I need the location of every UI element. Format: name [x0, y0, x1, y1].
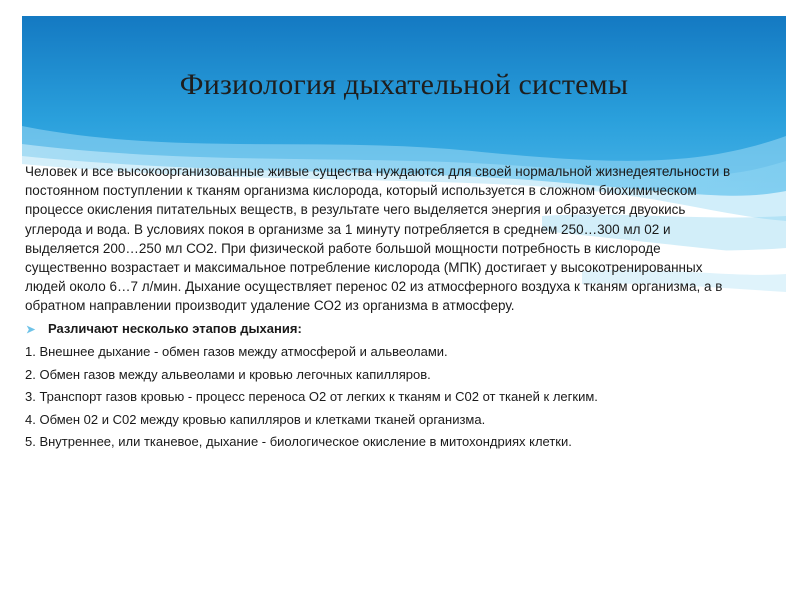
intro-paragraph [25, 162, 777, 316]
stage-item: 1. Внешнее дыхание - обмен газов между атмосферой и альвеолами. [25, 344, 448, 359]
stage-item: 2. Обмен газов между альвеолами и кровью легочных капилляров. [25, 366, 431, 382]
intro-line: углерода и вода. В условиях покоя в организме за 1 минуту потребляется в среднем 250…300 мл 02 и [25, 221, 671, 237]
stages-list [25, 343, 598, 456]
stage-item: 5. Внутреннее, или тканевое, дыхание - биологическое окисление в митохондриях клетки. [25, 434, 572, 449]
stages-heading [28, 321, 302, 336]
slide-title: Физиология дыхательной системы [179, 68, 629, 101]
intro-line: постоянном поступлении к тканям организма кислорода, который используется в сложном биохимическом [25, 183, 697, 199]
stage-item: 3. Транспорт газов кровью - процесс переноса О2 от легких к тканям и С02 от тканей к легким. [25, 389, 598, 404]
intro-line: людей около 6…7 л/мин. Дыхание осуществляет перенос 02 из атмосферного воздуха к тканям организма, а в [25, 279, 723, 295]
arrow-bullet-icon: ➤ [26, 324, 36, 336]
intro-line: существенно возрастает и максимальное потребление кислорода (МПК) достигает у высокотренированных [25, 260, 703, 276]
intro-line: Человек и все высокоорганизованные живые существа нуждаются для своей нормальной жизнедеятельности в [25, 164, 731, 179]
stages-heading-text: Различают несколько этапов дыхания: [48, 321, 302, 336]
intro-line: выделяется 200…250 мл СО2. При физической работе большой мощности потребность в кислороде [25, 240, 661, 256]
stage-item: 4. Обмен 02 и С02 между кровью капилляров и клетками тканей организма. [25, 411, 486, 427]
intro-line: процессе окисления питательных веществ, в результате чего выделяется энергия и образуется двуокись [25, 202, 686, 218]
intro-line: обратном направлении производит удаление СО2 из организма в атмосферу. [25, 298, 515, 314]
